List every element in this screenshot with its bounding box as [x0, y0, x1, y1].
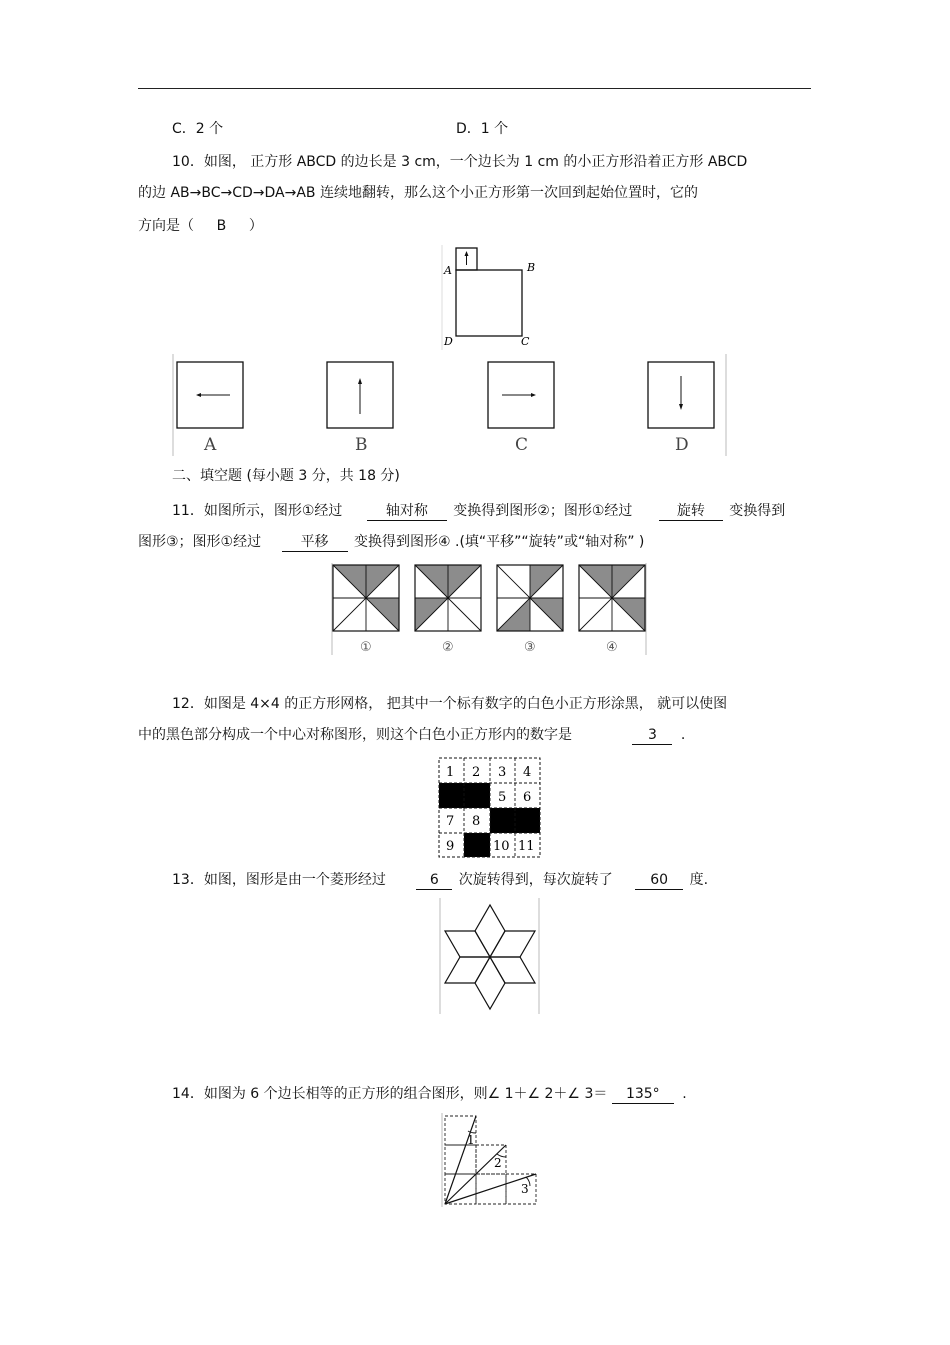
cell-9: 9 — [446, 839, 455, 854]
q12-line-1: 12．如图是 4×4 的正方形网格， 把其中一个标有数字的白色小正方形涂黑， 就可以使图 — [172, 696, 728, 712]
q11-answer-3: 平移 — [282, 533, 348, 552]
label-c: C — [521, 335, 530, 348]
cell-3: 3 — [498, 765, 507, 780]
rhombus-star — [445, 905, 535, 1009]
q13-star-figure — [437, 896, 543, 1016]
option-c-arrowhead — [531, 393, 536, 397]
section-2-title: 二、填空题 (每小题 3 分，共 18 分) — [172, 468, 400, 484]
cell-11: 11 — [518, 839, 535, 854]
big-square-abcd — [456, 270, 522, 336]
q11-answer-2: 旋转 — [659, 502, 723, 521]
label-b: B — [527, 261, 536, 274]
black-cell — [464, 833, 490, 857]
q9-option-c: C．2 个 — [172, 121, 224, 137]
q13-answer-1: 6 — [416, 871, 452, 890]
label-a: A — [444, 264, 452, 277]
cell-10: 10 — [493, 839, 510, 854]
cell-6: 6 — [523, 790, 532, 805]
q10-line-3-post: ） — [248, 218, 263, 234]
q12-grid-figure — [437, 757, 543, 859]
q11-caption-2: ② — [442, 640, 454, 655]
option-c-label: C — [515, 435, 529, 455]
option-d-label: D — [675, 435, 689, 455]
q13-line — [172, 870, 708, 890]
black-cell — [439, 783, 464, 808]
option-b-label: B — [355, 435, 368, 455]
tile-lines — [579, 565, 645, 631]
q11-text-d: 图形③；图形①经过 — [138, 534, 262, 550]
q11-figure — [330, 563, 650, 656]
ray-2 — [445, 1145, 506, 1204]
tile-lines — [415, 565, 481, 631]
q9-option-d: D．1 个 — [456, 121, 509, 137]
q10-line-3 — [138, 216, 263, 236]
cell-2: 2 — [472, 765, 481, 780]
q11-line-2 — [138, 532, 644, 552]
q10-options-figure — [170, 354, 730, 458]
q10-line-3-pre: 方向是（ — [138, 218, 194, 234]
black-cell — [515, 808, 540, 833]
cell-5: 5 — [498, 790, 507, 805]
q12-text-a: 中的黑色部分构成一个中心对称图形，则这个白色小正方形内的数字是 — [138, 727, 572, 743]
q11-text-b: 变换得到图形②；图形①经过 — [453, 503, 633, 519]
q10-line-1: 10．如图， 正方形 ABCD 的边长是 3 cm，一个边长为 1 cm 的小正方形沿着正方形 ABCD — [172, 154, 748, 170]
q10-line-2: 的边 AB→BC→CD→DA→AB 连续地翻转，那么这个小正方形第一次回到起始位置时，它的 — [138, 185, 698, 201]
q10-square-figure — [440, 245, 540, 350]
q11-tile-2 — [415, 565, 481, 631]
cell-8: 8 — [472, 814, 481, 829]
q11-caption-4: ④ — [606, 640, 618, 655]
cell-4: 4 — [523, 765, 532, 780]
q11-tile-1 — [333, 565, 399, 631]
q13-text-b: 次旋转得到，每次旋转了 — [458, 872, 613, 888]
q13-text-c: 度. — [689, 872, 709, 888]
q14-answer: 135° — [612, 1085, 674, 1104]
q13-answer-2: 60 — [635, 871, 683, 890]
black-cell — [464, 783, 490, 808]
option-a-arrowhead — [196, 393, 201, 397]
ray-1 — [445, 1116, 476, 1204]
rhombus — [490, 957, 535, 983]
q14-figure — [440, 1113, 540, 1209]
q10-answer: B — [216, 218, 227, 234]
q12-line-2 — [138, 725, 685, 745]
q13-text-a: 13．如图，图形是由一个菱形经过 — [172, 872, 386, 888]
option-a-label: A — [204, 435, 217, 455]
q11-text-e: 变换得到图形④ .(填“平移”“旋转”或“轴对称” ) — [354, 534, 645, 550]
q11-tile-3 — [497, 565, 563, 631]
q11-text-c: 变换得到 — [729, 503, 786, 519]
q12-text-b: . — [680, 727, 686, 743]
label-d: D — [444, 335, 453, 348]
q11-caption-3: ③ — [524, 640, 536, 655]
tile-lines — [333, 565, 399, 631]
rhombus — [445, 931, 490, 957]
cell-1: 1 — [446, 765, 455, 780]
q11-text-a: 11．如图所示，图形①经过 — [172, 503, 343, 519]
black-cell — [490, 808, 515, 833]
top-rule — [138, 88, 811, 89]
q14-line — [172, 1084, 687, 1104]
q11-line-1 — [172, 501, 785, 521]
cell-7: 7 — [446, 814, 455, 829]
angle-1-label: 1 — [467, 1133, 475, 1147]
option-d-arrowhead — [679, 404, 683, 410]
tile-lines — [497, 565, 563, 631]
rhombus — [490, 931, 535, 957]
option-b-arrowhead — [358, 378, 362, 384]
q12-answer: 3 — [632, 726, 672, 745]
q11-answer-1: 轴对称 — [367, 502, 447, 521]
q14-text-a: 14．如图为 6 个边长相等的正方形的组合图形，则∠ 1＋∠ 2＋∠ 3＝ — [172, 1086, 608, 1102]
rhombus — [475, 957, 505, 1009]
q11-tile-4 — [579, 565, 645, 631]
small-square-arrowhead — [465, 251, 469, 256]
q11-caption-1: ① — [360, 640, 372, 655]
angle-2-label: 2 — [494, 1156, 502, 1170]
q14-text-b: . — [682, 1086, 687, 1102]
rhombus — [445, 957, 490, 983]
angle-3-label: 3 — [521, 1182, 529, 1196]
rhombus — [475, 905, 505, 957]
